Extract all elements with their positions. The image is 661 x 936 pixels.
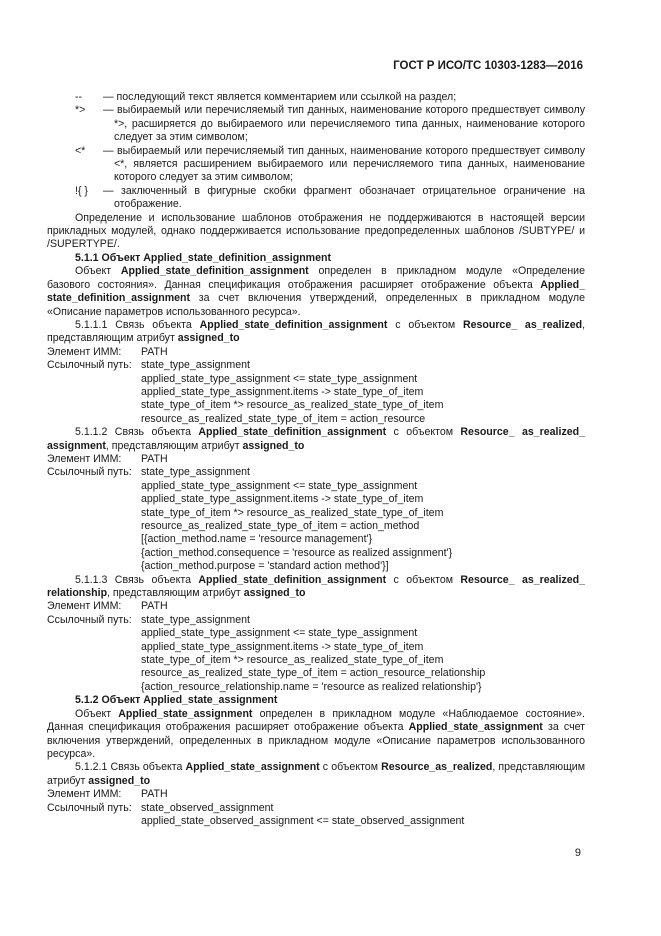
path-line: applied_state_type_assignment.items -> state_type_of_item — [141, 385, 424, 398]
definition-text: — выбираемый или перечисляемый тип данных, наименование которого предшествует символу *>, расширяется до выбираемого или перечисляемого типа данных, наименование которого следует за этим символом; — [103, 104, 585, 144]
path-line: resource_as_realized_state_type_of_item = action_resource_relationship — [141, 667, 486, 680]
path-line: {action_method.purpose = 'standard action method'}] — [141, 560, 389, 573]
path-line: {action_method.consequence = 'resource as realized assignment'} — [141, 546, 453, 559]
aim-element-row: Элемент ИММ: PATH — [47, 788, 168, 801]
relation-heading-5-1-1-2: 5.1.1.2 Связь объекта Applied_state_definition_assignment с объектом Resource_ as_realized_ assignment, представляющим атрибут assigned_to — [47, 426, 585, 452]
path-line: [{action_method.name = 'resource management'} — [141, 533, 373, 546]
definition-item — [47, 145, 585, 185]
reference-path-row: Ссылочный путь: state_type_assignment — [47, 613, 250, 626]
intro-paragraph: Определение и использование шаблонов отображения не поддерживаются в настоящей версии прикладных модулей, однако поддерживается использование предопределенных шаблонов /SUBTYPE/ и /SUPERTYPE/. — [47, 211, 585, 251]
definition-symbol: <* — [75, 144, 86, 157]
reference-path-row: Ссылочный путь: state_observed_assignment — [47, 801, 274, 814]
section-heading-5-1-1: 5.1.1 Объект Applied_state_definition_assignment — [75, 251, 331, 264]
definition-text: — последующий текст является комментарием или ссылкой на раздел; — [103, 91, 457, 103]
section-heading-5-1-2: 5.1.2 Объект Applied_state_assignment — [75, 694, 278, 707]
path-line: resource_as_realized_state_type_of_item = action_method — [141, 520, 420, 532]
path-line: state_type_of_item *> resource_as_realized_state_type_of_item — [141, 506, 444, 519]
path-line: state_type_of_item *> resource_as_realized_state_type_of_item — [141, 654, 444, 667]
page-content — [47, 91, 585, 828]
path-line: resource_as_realized_state_type_of_item = action_resource — [141, 412, 426, 425]
path-line: applied_state_type_assignment.items -> state_type_of_item — [141, 493, 424, 506]
document-header: ГОСТ Р ИСО/ТС 10303-1283—2016 — [393, 60, 583, 72]
path-line: applied_state_type_assignment.items -> state_type_of_item — [141, 640, 424, 653]
definition-symbol: !{ } — [75, 184, 88, 197]
section-paragraph-5-1-1: Объект Applied_state_definition_assignment определен в прикладном модуле «Определение базового состояния». Данная спецификация отображения расширяет отображение объекта Applied_ state_definition_assignment за счет включения утверждений, определенных в прикладном модуле «Описание параметров использованного ресурса». — [47, 265, 585, 318]
definition-text: — выбираемый или перечисляемый тип данных, наименование которого предшествует символу <*, является расширением выбираемого или перечисляемого типа данных, наименование которого следует за этим символом; — [103, 144, 585, 184]
aim-element-row: Элемент ИММ: PATH — [47, 452, 168, 465]
definition-symbol: -- — [75, 91, 83, 103]
relation-heading-5-1-1-3: 5.1.1.3 Связь объекта Applied_state_definition_assignment с объектом Resource_ as_realized_ relationship, представляющим атрибут assigned_to — [47, 573, 585, 600]
definition-symbol: *> — [75, 104, 86, 117]
path-line: applied_state_type_assignment <= state_type_assignment — [141, 479, 418, 492]
relation-heading-5-1-2-1: 5.1.2.1 Связь объекта Applied_state_assignment с объектом Resource_as_realized, представляющим атрибут assigned_to — [47, 761, 585, 787]
path-line: applied_state_type_assignment <= state_type_assignment — [141, 627, 418, 640]
definition-item — [47, 185, 585, 212]
path-line: applied_state_type_assignment <= state_type_assignment — [141, 372, 418, 385]
definition-item — [47, 91, 585, 104]
aim-element-row: Элемент ИММ: PATH — [47, 345, 168, 358]
path-line: state_type_of_item *> resource_as_realized_state_type_of_item — [141, 399, 444, 412]
aim-element-row: Элемент ИММ: PATH — [47, 600, 168, 613]
definition-item — [47, 104, 585, 144]
reference-path-row: Ссылочный путь: state_type_assignment — [47, 359, 250, 372]
definition-text: — заключенный в фигурные скобки фрагмент обозначает отрицательное ограничение на отображение. — [103, 184, 585, 211]
section-paragraph-5-1-2: Объект Applied_state_assignment определен в прикладном модуле «Наблюдаемое состояние». Данная спецификация отображения расширяет отображение объекта Applied_state_assignment за счет включения утверждений, определенных в прикладном модуле «Описание параметров использованного ресурса». — [47, 707, 585, 760]
path-line: applied_state_observed_assignment <= state_observed_assignment — [141, 814, 465, 827]
path-line: {action_resource_relationship.name = 'resource as realized relationship'} — [141, 680, 482, 693]
relation-heading-5-1-1-1: 5.1.1.1 Связь объекта Applied_state_definition_assignment с объектом Resource_ as_realized, представляющим атрибут assigned_to — [47, 318, 586, 345]
page-number: 9 — [574, 847, 581, 859]
reference-path-row: Ссылочный путь: state_type_assignment — [47, 466, 250, 479]
